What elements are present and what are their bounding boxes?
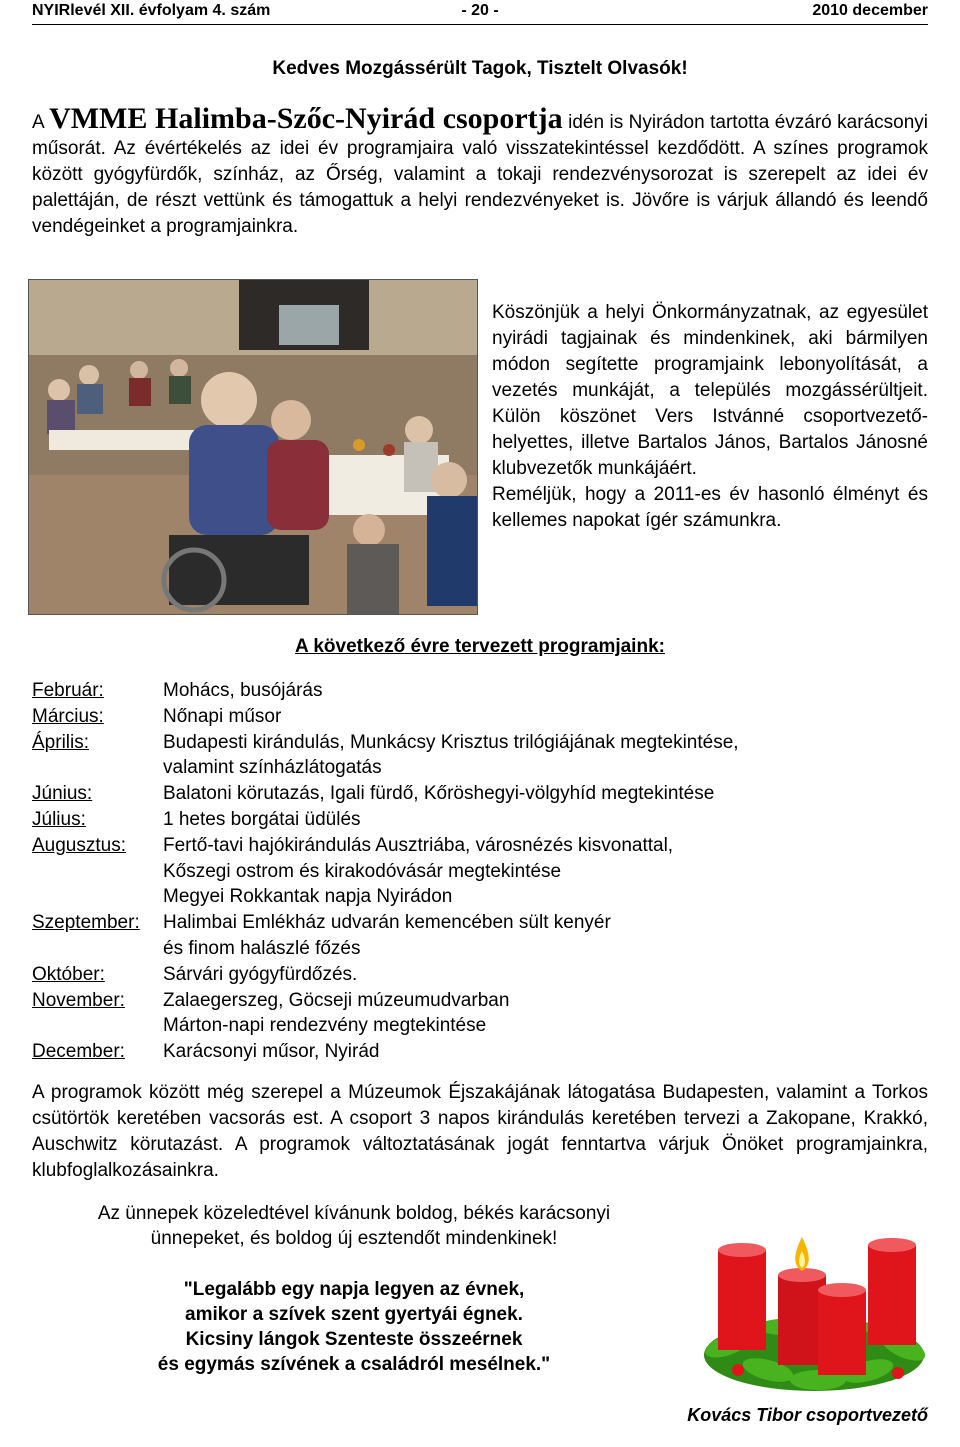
schedule-activities xyxy=(163,962,928,988)
poem-line: amikor a szívek szent gyertyái égnek. xyxy=(185,1304,523,1325)
thanks-paragraph: Köszönjük a helyi Önkormányzatnak, az egyesület nyirádi tagjainak és mindenkinek, aki bármilyen módon segítette programjaink lebonyolítását, a vezetés munkáját, a település mozgássérültjeit. Külön köszönet Vers Istvánné csoportvezető-helyettes, illetve Bartalos János, Bartalos Jánosné klubvezetők munkájáért. xyxy=(492,302,928,479)
hope-paragraph: Reméljük, hogy a 2011-es év hasonló élményt és kellemes napokat ígér számunkra. xyxy=(492,484,928,531)
group-name: VMME Halimba-Szőc-Nyirád csoportja xyxy=(49,102,563,135)
program-schedule xyxy=(32,678,928,1065)
schedule-month: Június: xyxy=(32,783,93,805)
poem-line: "Legalább egy napja legyen az évnek, xyxy=(183,1279,525,1300)
schedule-activity-line: Zalaegerszeg, Göcseji múzeumudvarban xyxy=(163,989,510,1011)
schedule-activity-line: Kőszegi ostrom és kirakodóvásár megtekintése xyxy=(163,860,562,882)
wish-line: Az ünnepek közeledtével kívánunk boldog, békés karácsonyi xyxy=(97,1203,611,1224)
schedule-row xyxy=(32,833,928,910)
schedule-activity-line: Márton-napi rendezvény megtekintése xyxy=(163,1015,487,1037)
schedule-month: Március: xyxy=(32,705,104,727)
poem-line: Kicsiny lángok Szenteste összeérnek xyxy=(185,1329,523,1350)
schedule-month: Február: xyxy=(32,680,104,701)
page-header xyxy=(32,0,928,25)
schedule-month: December: xyxy=(32,1041,125,1063)
poem-line: és egymás szívének a családról mesélnek." xyxy=(157,1354,551,1375)
schedule-activities xyxy=(163,910,928,962)
signature: Kovács Tibor csoportvezető xyxy=(687,1405,928,1425)
schedule-month: Október: xyxy=(32,963,105,985)
photo-gathering xyxy=(29,280,477,614)
schedule-row xyxy=(32,807,928,833)
header-publication: NYIRlevél XII. évfolyam 4. szám xyxy=(32,2,271,19)
schedule-row xyxy=(32,962,928,988)
header-page-number: - 20 - xyxy=(461,2,499,19)
schedule-row xyxy=(32,781,928,807)
event-photo xyxy=(28,279,478,615)
schedule-activities xyxy=(163,730,928,782)
schedule-activity-line: Nőnapi műsor xyxy=(163,705,282,727)
holiday-wish xyxy=(34,1201,674,1251)
schedule-activity-line: Megyei Rokkantak napja Nyirádon xyxy=(163,886,453,908)
schedule-row xyxy=(32,1039,928,1065)
schedule-activity-line: 1 hetes borgátai üdülés xyxy=(163,808,361,830)
schedule-month: Április: xyxy=(32,731,90,753)
schedule-activities xyxy=(163,1039,928,1065)
schedule-month: November: xyxy=(32,989,125,1011)
schedule-row xyxy=(32,988,928,1040)
wish-line: ünnepeket, és boldog új esztendőt mindenkinek! xyxy=(150,1228,558,1249)
schedule-activities xyxy=(163,781,928,807)
schedule-activities xyxy=(163,807,928,833)
schedule-activity-line: Budapesti kirándulás, Munkácsy Krisztus trilógiájának megtekintése, xyxy=(163,731,739,753)
advent-wreath-icon xyxy=(698,1195,930,1395)
poem-quote xyxy=(34,1277,674,1377)
schedule-month: Augusztus: xyxy=(32,834,126,856)
schedule-row xyxy=(32,678,928,704)
header-date: 2010 december xyxy=(812,2,928,19)
schedule-row xyxy=(32,704,928,730)
schedule-activity-line: Sárvári gyógyfürdőzés. xyxy=(163,963,358,985)
schedule-month: Szeptember: xyxy=(32,912,140,934)
schedule-activities xyxy=(163,678,928,704)
schedule-activities xyxy=(163,988,928,1040)
greeting-heading: Kedves Mozgássérült Tagok, Tisztelt Olvasók! xyxy=(272,58,688,79)
closing-paragraph: A programok között még szerepel a Múzeumok Éjszakájának látogatása Budapesten, valamint a Torkos csütörtök keretében vacsorás est. A csoport 3 napos kirándulás keretében tervezi a Zakopane, Krakkó, Auschwitz körutazást. A programok változtatásának jogát fenntartva várjuk Önöket programjainkra, klubfoglalkozásainkra. xyxy=(32,1082,928,1181)
schedule-activity-line: és finom halászlé főzés xyxy=(163,937,361,959)
schedule-activity-line: valamint színházlátogatás xyxy=(163,757,382,779)
intro-prefix: A xyxy=(32,112,50,133)
schedule-activity-line: Halimbai Emlékház udvarán kemencében sült kenyér xyxy=(163,912,611,934)
intro-text: idén is Nyirádon tartotta évzáró karácsonyi műsorát. Az évértékelés az idei év programjaira való visszatekintéssel kezdődött. A színes programok között gyógyfürdők, színház, az Őrség, valamint a tokaji rendezvénysorozat is szerepelt az idei év palettáján, de részt vettünk és támogattuk a helyi rendezvényeket is. Jövőre is várjuk állandó és leendő vendégeinket a programjainkra. xyxy=(32,112,929,237)
schedule-activities xyxy=(163,833,928,910)
schedule-row xyxy=(32,910,928,962)
schedule-activity-line: Fertő-tavi hajókirándulás Ausztriába, városnézés kisvonattal, xyxy=(163,834,674,856)
thanks-section xyxy=(492,300,928,534)
program-title: A következő évre tervezett programjaink: xyxy=(295,636,665,657)
schedule-activity-line: Mohács, busójárás xyxy=(163,680,323,701)
schedule-activity-line: Balatoni körutazás, Igali fürdő, Kőröshegyi-völgyhíd megtekintése xyxy=(163,783,715,805)
schedule-activity-line: Karácsonyi műsor, Nyirád xyxy=(163,1041,380,1063)
schedule-row xyxy=(32,730,928,782)
schedule-activities xyxy=(163,704,928,730)
intro-paragraph xyxy=(32,102,929,240)
schedule-month: Július: xyxy=(32,808,86,830)
